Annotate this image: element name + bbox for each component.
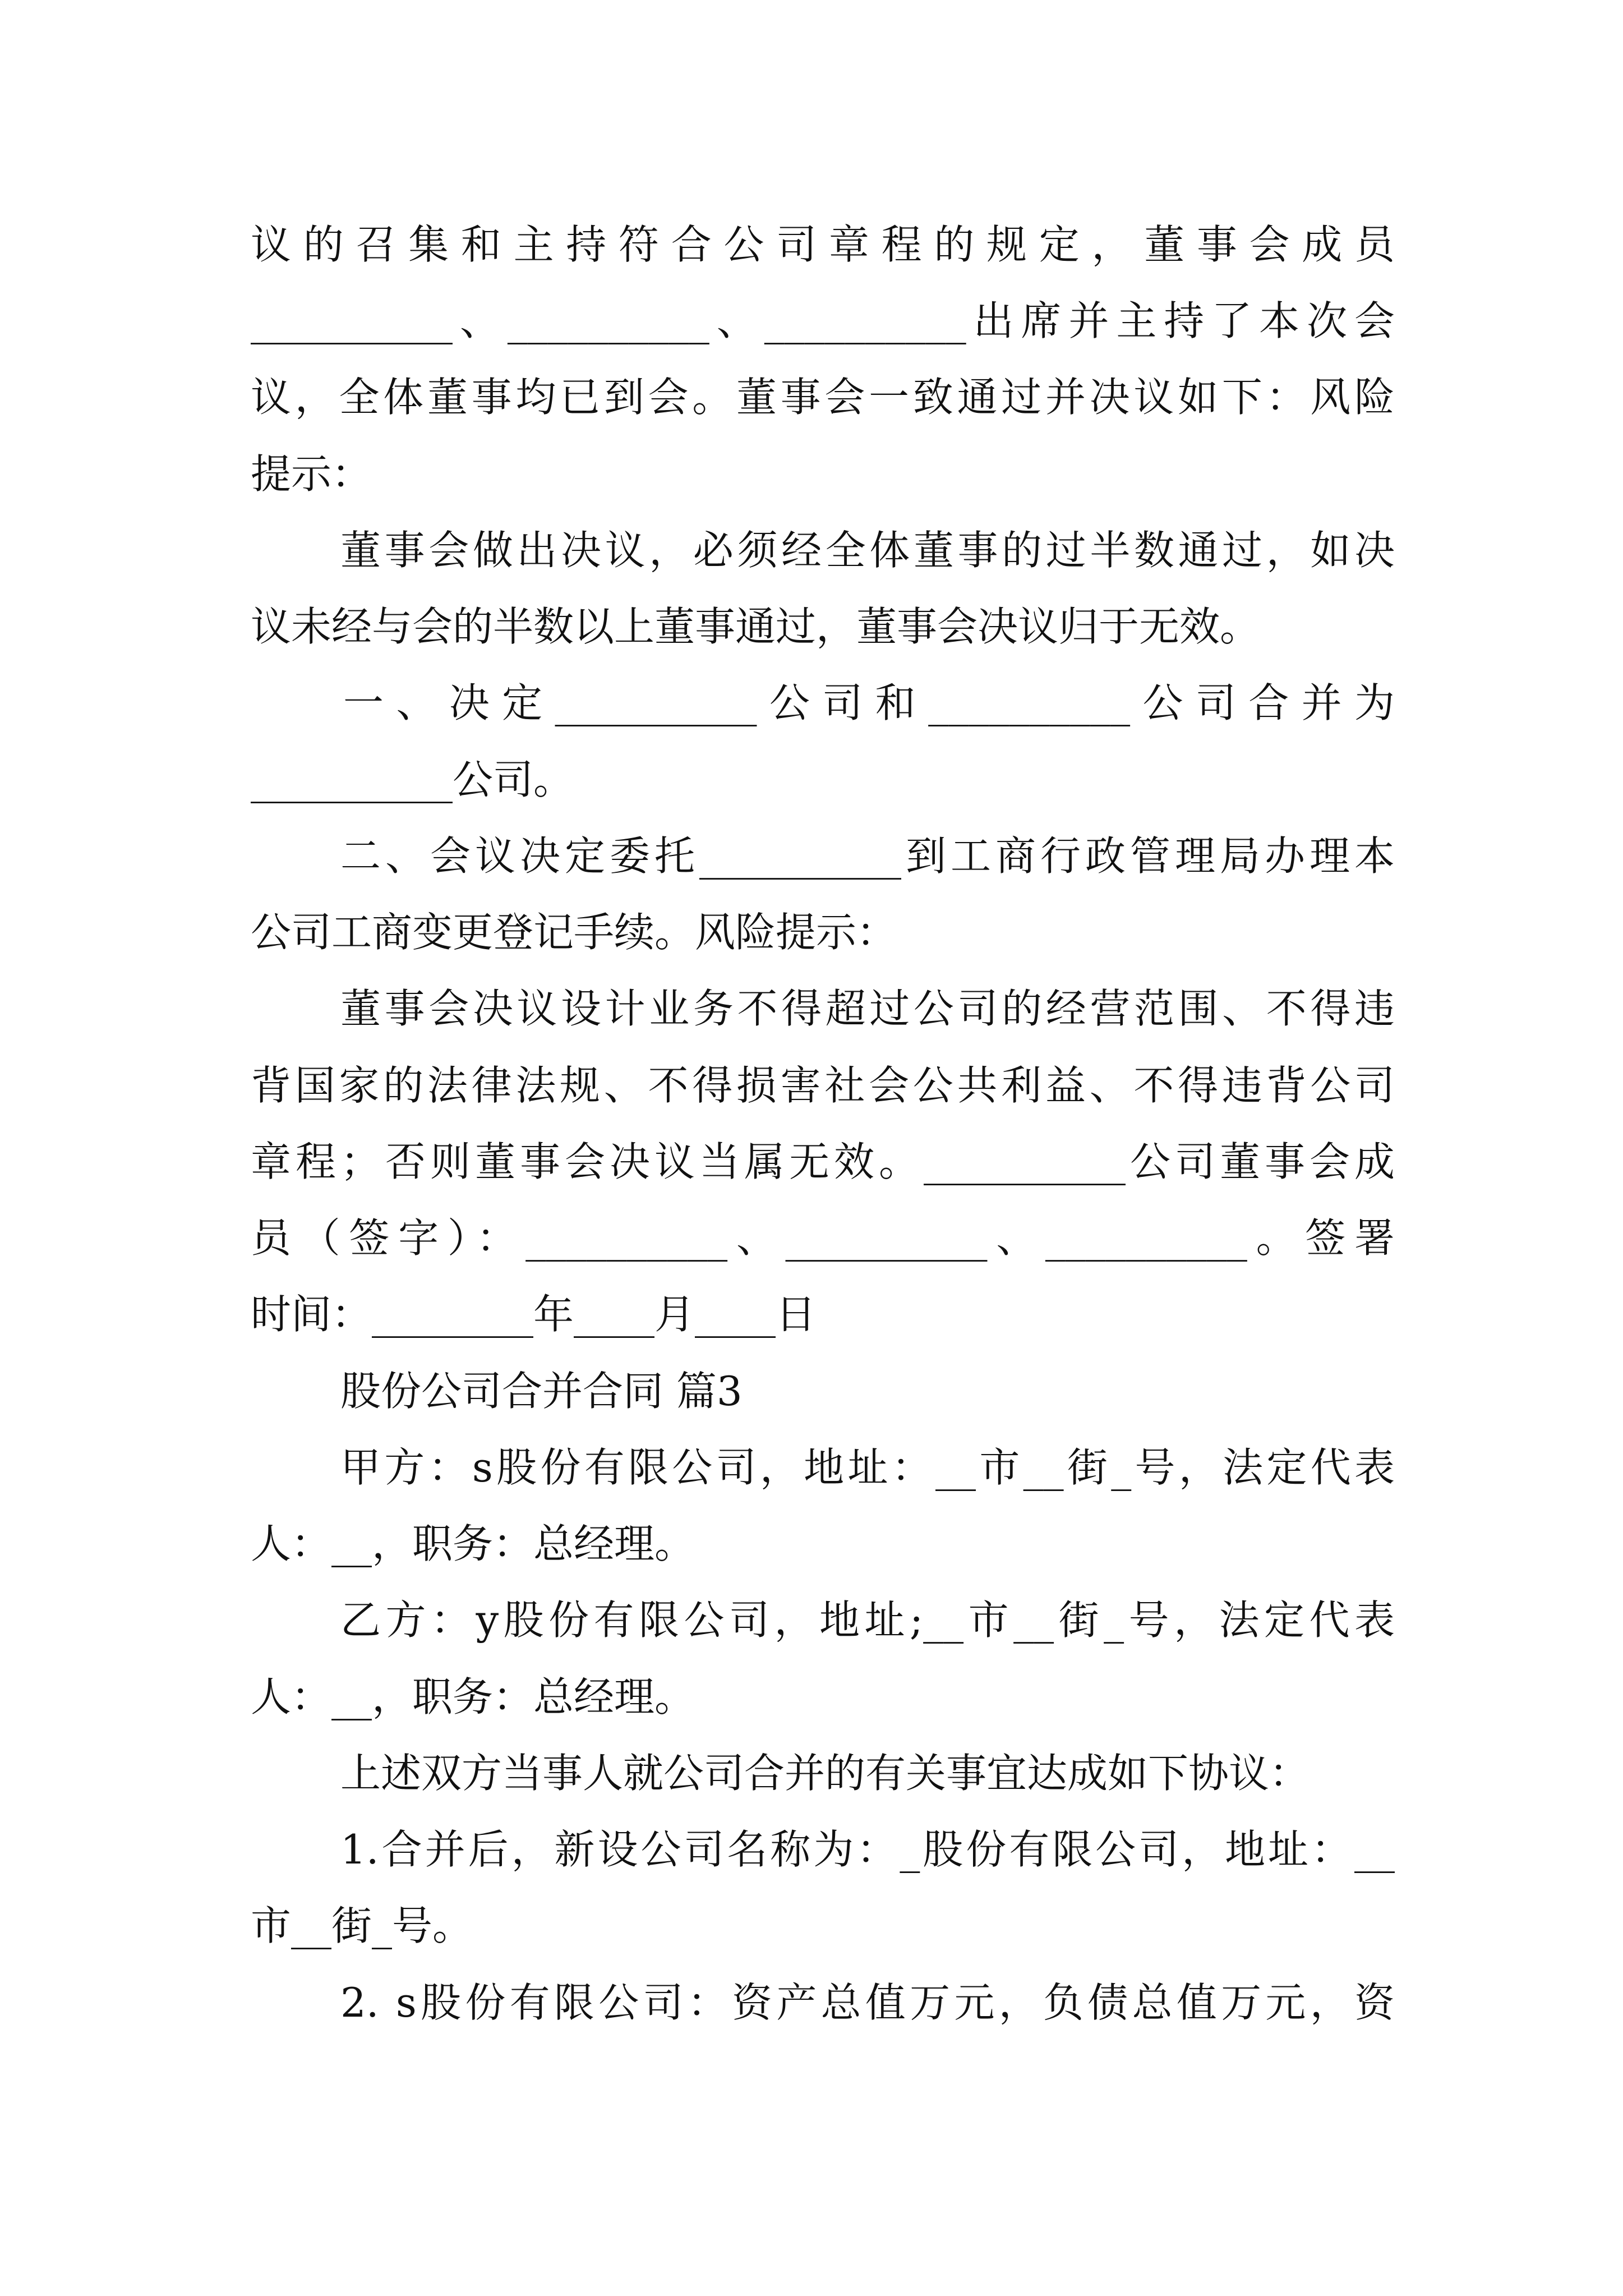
- text-line: 董事会做出决议，必须经全体董事的过半数通过，如决: [340, 527, 1395, 574]
- text-line: 提示：: [251, 450, 372, 498]
- text-line: 时间：________年____月____日: [251, 1291, 817, 1338]
- text-line: 2. s股份有限公司：资产总值万元，负债总值万元，资: [340, 1979, 1395, 2026]
- text-line: 董事会决议设计业务不得超过公司的经营范围、不得违: [340, 985, 1395, 1032]
- text-line: 议未经与会的半数以上董事通过，董事会决议归于无效。: [251, 603, 1261, 650]
- text-line: 人：__，职务：总经理。: [251, 1520, 695, 1567]
- text-line: 市__街_号。: [251, 1902, 473, 1949]
- text-line: 议，全体董事均已到会。董事会一致通过并决议如下：风险: [251, 374, 1395, 421]
- text-line: 1.合并后，新设公司名称为：_股份有限公司，地址：__: [340, 1826, 1395, 1873]
- text-line: 员（签字）：__________、__________、__________。签署: [251, 1214, 1395, 1262]
- text-line: 章程；否则董事会决议当属无效。__________公司董事会成: [251, 1138, 1395, 1185]
- text-line: 二、会议决定委托__________到工商行政管理局办理本: [340, 832, 1395, 880]
- text-line: 背国家的法律法规、不得损害社会公共利益、不得违背公司: [251, 1062, 1395, 1109]
- text-line: 公司工商变更登记手续。风险提示：: [251, 909, 897, 956]
- text-line: 人：__，职务：总经理。: [251, 1673, 695, 1720]
- text-line: 上述双方当事人就公司合并的有关事宜达成如下协议：: [340, 1750, 1310, 1797]
- text-line: __________公司。: [251, 756, 574, 803]
- text-line: 乙方：y股份有限公司，地址;__市__街_号，法定代表: [340, 1596, 1395, 1644]
- section-heading: 股份公司合并合同 篇3: [340, 1368, 743, 1415]
- text-line: 议的召集和主持符合公司章程的规定，董事会成员: [251, 221, 1395, 268]
- text-line: __________、__________、__________出席并主持了本次会: [251, 297, 1395, 344]
- text-line: 一、决定__________公司和__________公司合并为: [343, 679, 1395, 726]
- text-line: 甲方：s股份有限公司，地址：__市__街_号，法定代表: [340, 1444, 1395, 1491]
